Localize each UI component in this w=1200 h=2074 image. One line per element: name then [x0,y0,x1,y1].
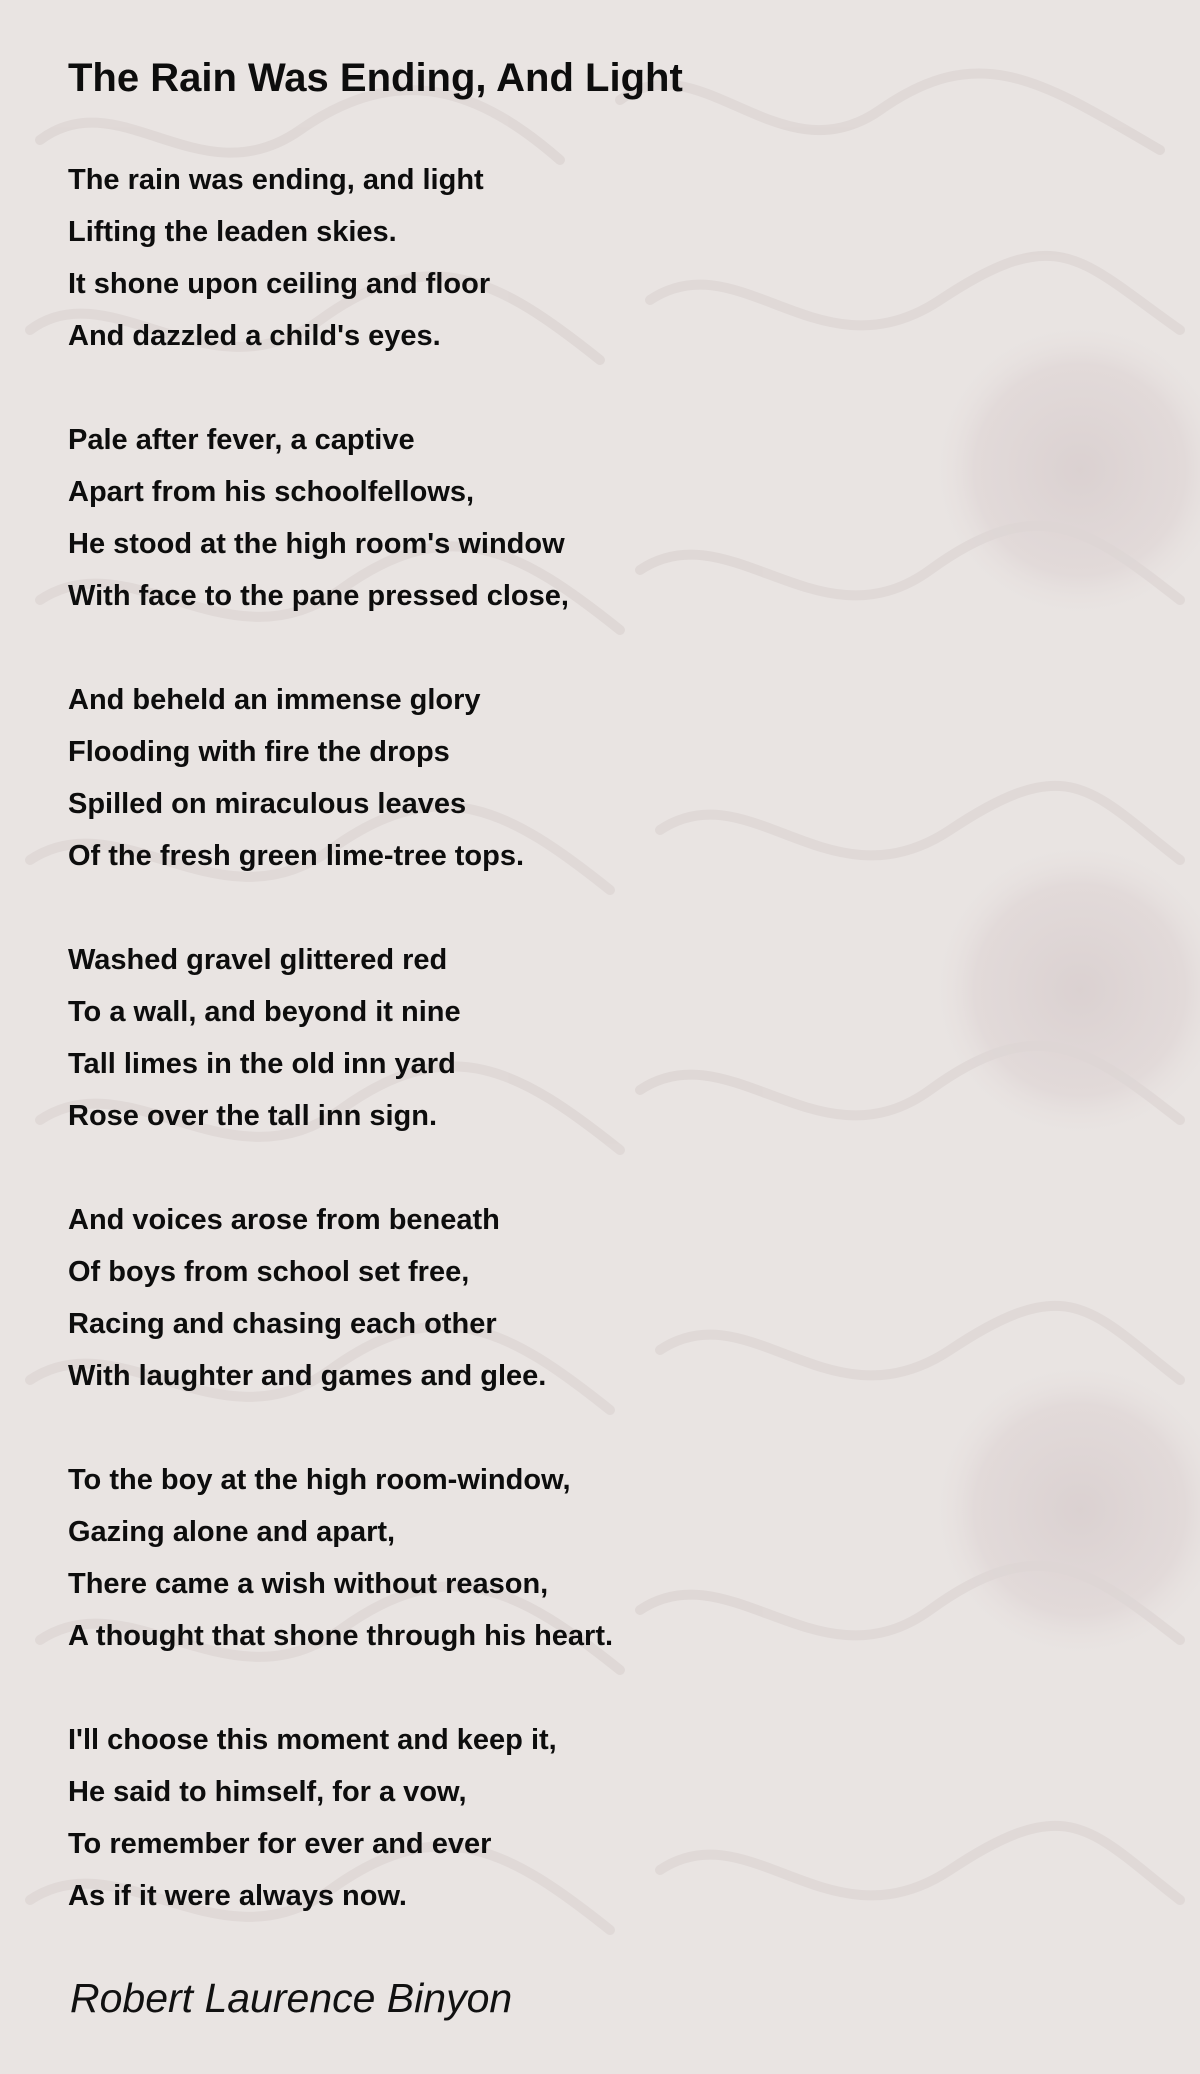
poem-author: Robert Laurence Binyon [70,1975,513,2021]
poem-line: There came a wish without reason, [68,1568,549,1600]
poem-line: To remember for ever and ever [68,1828,492,1860]
poem-line: The rain was ending, and light [68,164,484,196]
poem-line: Apart from his schoolfellows, [68,476,475,508]
poem-line: To a wall, and beyond it nine [68,996,461,1028]
poem-line: He stood at the high room's window [68,528,565,560]
poem-title: The Rain Was Ending, And Light [68,56,683,100]
poem-line: He said to himself, for a vow, [68,1776,467,1808]
stanza-4 [68,934,613,1142]
poem-line: To the boy at the high room-window, [68,1464,571,1496]
poem-line: Gazing alone and apart, [68,1516,396,1548]
poem-line: It shone upon ceiling and floor [68,268,491,300]
poem-line: I'll choose this moment and keep it, [68,1724,557,1756]
poem-line: Tall limes in the old inn yard [68,1048,456,1080]
poem-line: Rose over the tall inn sign. [68,1100,438,1132]
ink-stain-shapes [930,320,1200,1660]
poem-line: Of boys from school set free, [68,1256,470,1288]
poem-line: And dazzled a child's eyes. [68,320,441,352]
poem-line: And voices arose from beneath [68,1204,500,1236]
stanza-7 [68,1714,613,1922]
poem-body [68,154,613,1974]
poem-line: Racing and chasing each other [68,1308,497,1340]
stanza-2 [68,414,613,622]
poem-line: Washed gravel glittered red [68,944,448,976]
poem-line: Lifting the leaden skies. [68,216,397,248]
poem-line: With face to the pane pressed close, [68,580,569,612]
stanza-3 [68,674,613,882]
poem-line: Spilled on miraculous leaves [68,788,467,820]
stanza-6 [68,1454,613,1662]
poem-line: Flooding with fire the drops [68,736,450,768]
stanza-1 [68,154,613,362]
poem-line: Pale after fever, a captive [68,424,415,456]
poem-line: As if it were always now. [68,1880,407,1912]
poem-line: And beheld an immense glory [68,684,481,716]
stanza-5 [68,1194,613,1402]
poem-line: Of the fresh green lime-tree tops. [68,840,525,872]
poem-line: With laughter and games and glee. [68,1360,547,1392]
poem-line: A thought that shone through his heart. [68,1620,614,1652]
